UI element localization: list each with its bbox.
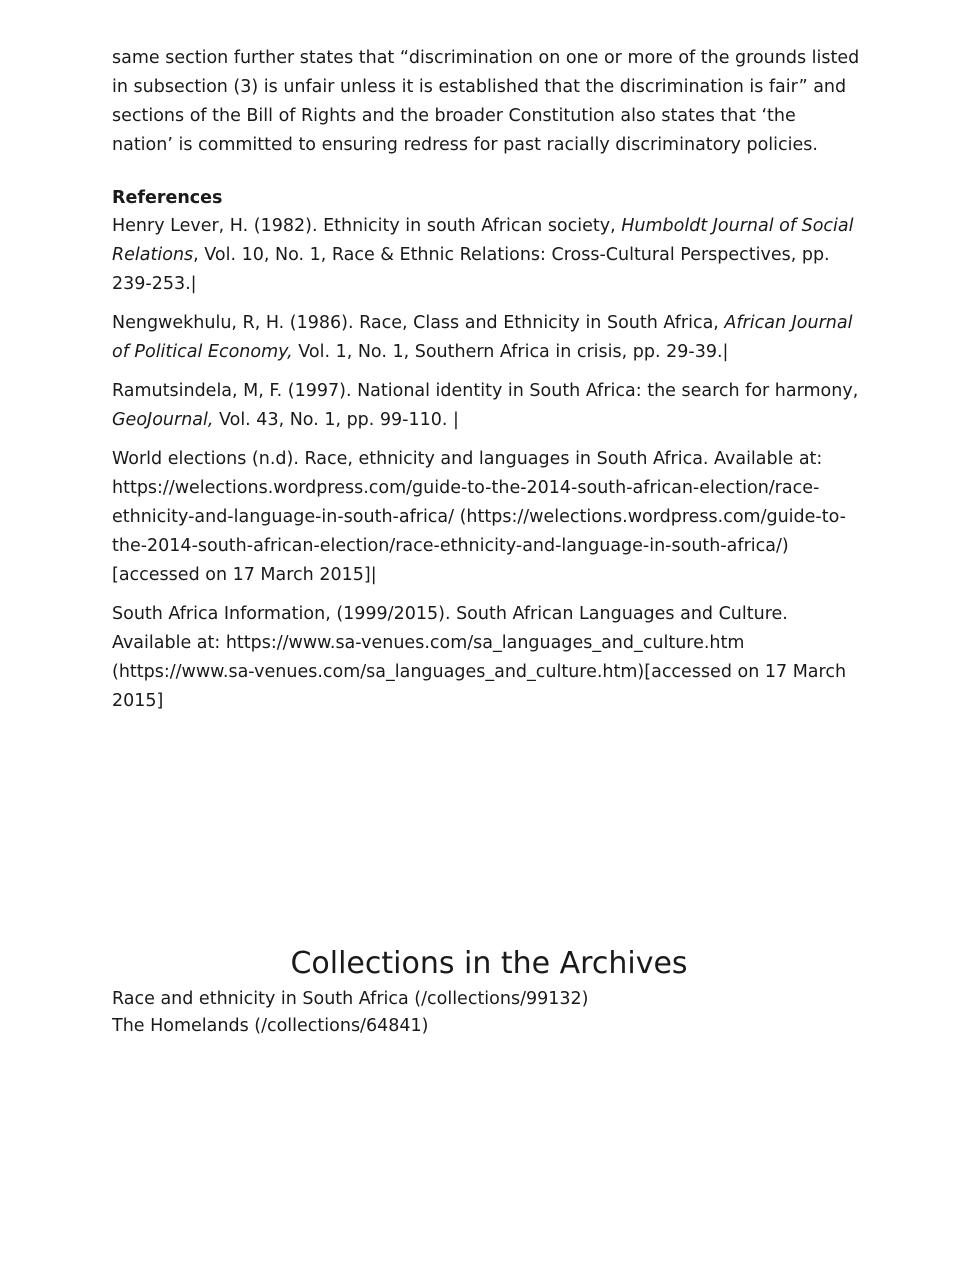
reference-text: Ramutsindela, M, F. (1997). National identity in South Africa: the search for harmony,: [112, 381, 859, 401]
reference-item: [112, 600, 862, 716]
reference-item: [112, 309, 862, 367]
reference-text: Vol. 1, No. 1, Southern Africa in crisis, pp. 29-39.|: [292, 342, 729, 362]
references-heading: References: [112, 188, 223, 208]
article-body: [112, 44, 862, 726]
collections-title: Collections in the Archives: [290, 946, 688, 981]
reference-item: [112, 212, 862, 299]
reference-journal: GeoJournal,: [112, 410, 214, 430]
reference-item: [112, 445, 862, 590]
collection-link-race-ethnicity[interactable]: Race and ethnicity in South Africa (/collections/99132): [112, 989, 589, 1009]
reference-item: [112, 377, 862, 435]
reference-text: Henry Lever, H. (1982). Ethnicity in south African society,: [112, 216, 622, 236]
reference-text: World elections (n.d). Race, ethnicity and languages in South Africa. Available at: https://welections.wordpress.com/guide-to-the-2014-south-african-election/race-ethnicity-and-language-in-south-africa/ (https://welections.wordpress.com/guide-to-the-2014-south-african-election/race-ethnicity-and-language-in-south-africa/) [accessed on 17 March 2015]|: [112, 449, 846, 585]
intro-paragraph: same section further states that “discrimination on one or more of the grounds listed in subsection (3) is unfair unless it is established that the discrimination is fair” and sections of the Bill of Rights and the broader Constitution also states that ‘the nation’ is committed to ensuring redress for past racially discriminatory policies.: [112, 48, 860, 155]
reference-journal: Humboldt Journal of Social Relations: [112, 216, 854, 265]
collection-link-homelands[interactable]: The Homelands (/collections/64841): [112, 1016, 429, 1036]
reference-text: Vol. 43, No. 1, pp. 99-110. |: [213, 410, 459, 430]
reference-text: Nengwekhulu, R, H. (1986). Race, Class and Ethnicity in South Africa,: [112, 313, 725, 333]
collections-section: [112, 943, 866, 1040]
reference-text: South Africa Information, (1999/2015). South African Languages and Culture. Available at: https://www.sa-venues.com/sa_languages_and_culture.htm (https://www.sa-venues.com/sa_languages_and_culture.htm)[accessed on 17 March 2015]: [112, 604, 847, 711]
reference-text: , Vol. 10, No. 1, Race & Ethnic Relations: Cross-Cultural Perspectives, pp. 239-253.|: [112, 245, 830, 294]
reference-journal: African Journal of Political Economy,: [112, 313, 853, 362]
